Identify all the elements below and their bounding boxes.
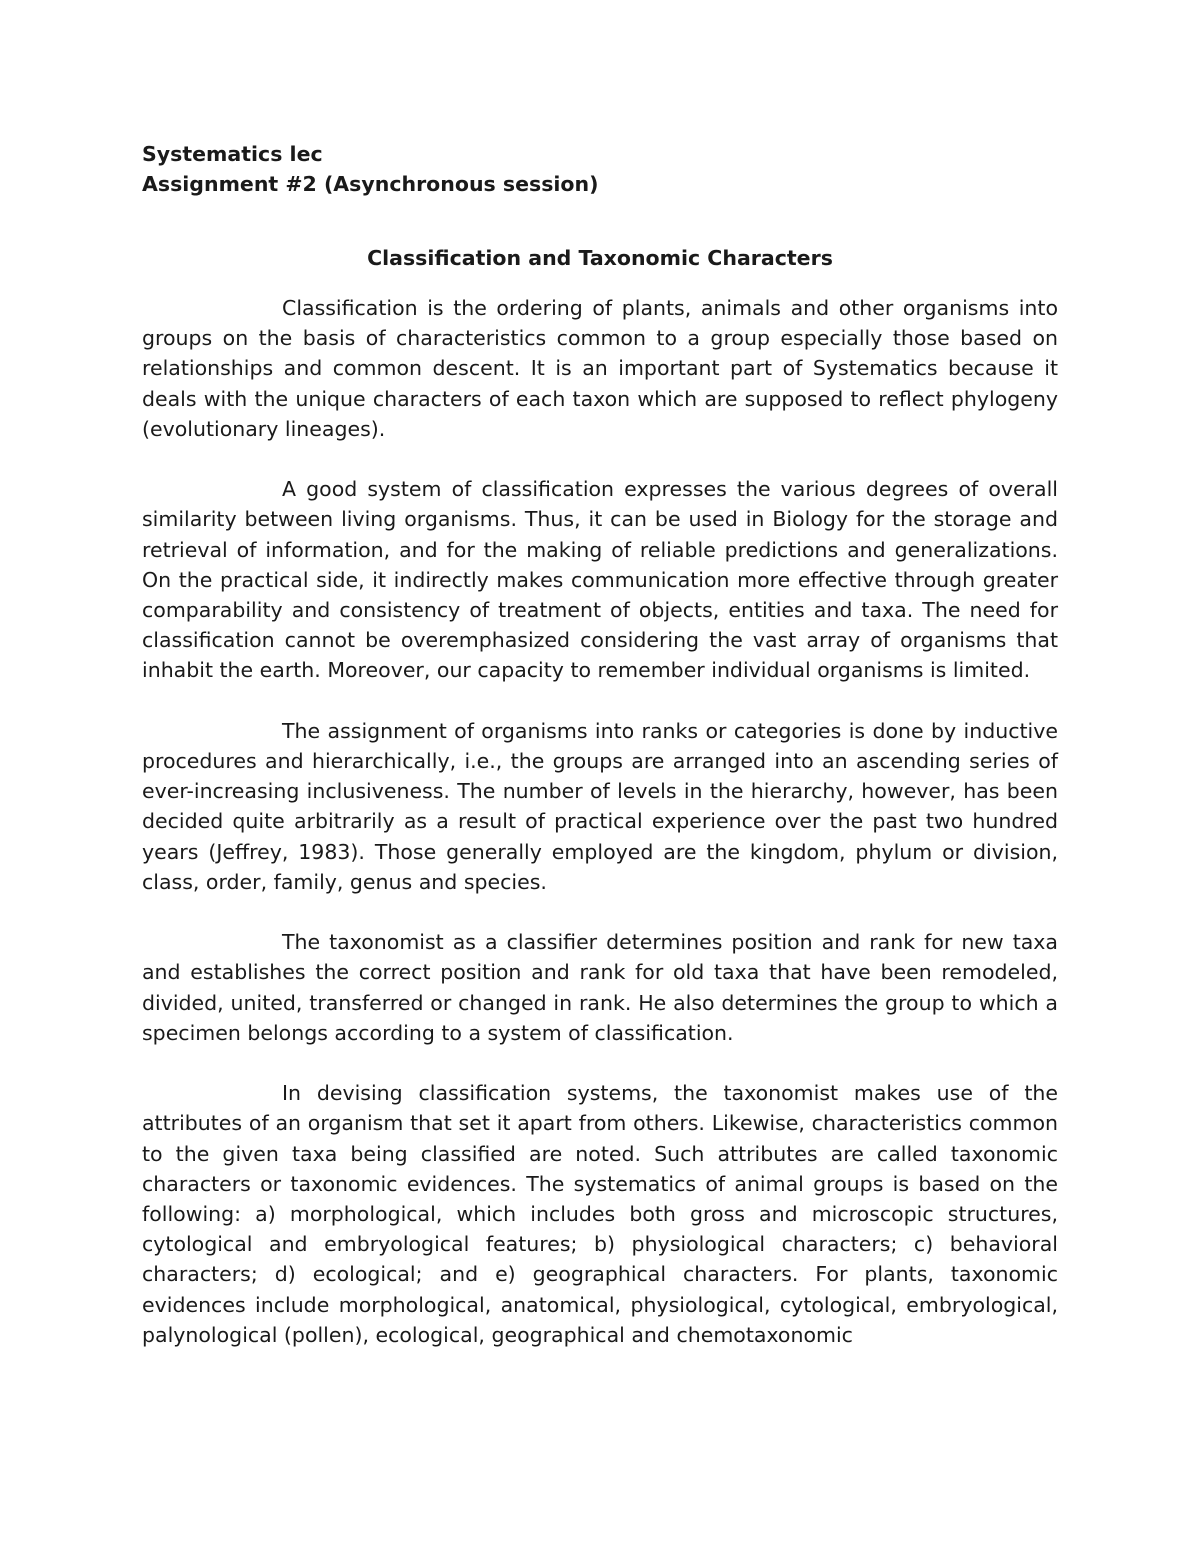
document-page [142,139,1058,1380]
paragraph-taxonomist-role: The taxonomist as a classifier determines position and rank for new taxa and establishes the correct position and rank for old taxa that have been remodeled, divided, united, transferred or changed in rank. He also determines the group to which a specimen belongs according to a system of classification. [142,930,1058,1045]
paragraph-ranks-hierarchy: The assignment of organisms into ranks or categories is done by inductive procedures and hierarchically, i.e., the groups are arranged into an ascending series of ever-increasing inclusiveness. The number of levels in the hierarchy, however, has been decided quite arbitrarily as a result of practical experience over the past two hundred years (Jeffrey, 1983). Those generally employed are the kingdom, phylum or division, class, order, family, genus and species. [142,718,1058,894]
assignment-title: Assignment #2 (Asynchronous session) [142,172,599,196]
paragraph-good-system: A good system of classification expresses the various degrees of overall similarity between living organisms. Thus, it can be used in Biology for the storage and retrieval of information, and for the making of reliable predictions and generalizations. On the practical side, it indirectly makes communication more effective through greater comparability and consistency of treatment of objects, entities and taxa. The need for classification cannot be overemphasized considering the vast array of organisms that inhabit the earth. Moreover, our capacity to remember individual organisms is limited. [142,477,1058,683]
paragraph-taxonomic-characters: In devising classification systems, the taxonomist makes use of the attributes of an organism that set it apart from others. Likewise, characteristics common to the given taxa being classified are noted. Such attributes are called taxonomic characters or taxonomic evidences. The systematics of animal groups is based on the following: a) morphological, which includes both gross and microscopic structures, cytological and embryological features; b) physiological characters; c) behavioral characters; d) ecological; and e) geographical characters. For plants, taxonomic evidences include morphological, anatomical, physiological, cytological, embryological, palynological (pollen), ecological, geographical and chemotaxonomic [142,1081,1058,1347]
paragraph-classification-definition: Classification is the ordering of plants, animals and other organisms into groups on the basis of characteristics common to a group especially those based on relationships and common descent. It is an important part of Systematics because it deals with the unique characters of each taxon which are supposed to reflect phylogeny (evolutionary lineages). [142,296,1058,441]
section-heading: Classification and Taxonomic Characters [367,246,833,270]
course-title: Systematics lec [142,142,323,166]
